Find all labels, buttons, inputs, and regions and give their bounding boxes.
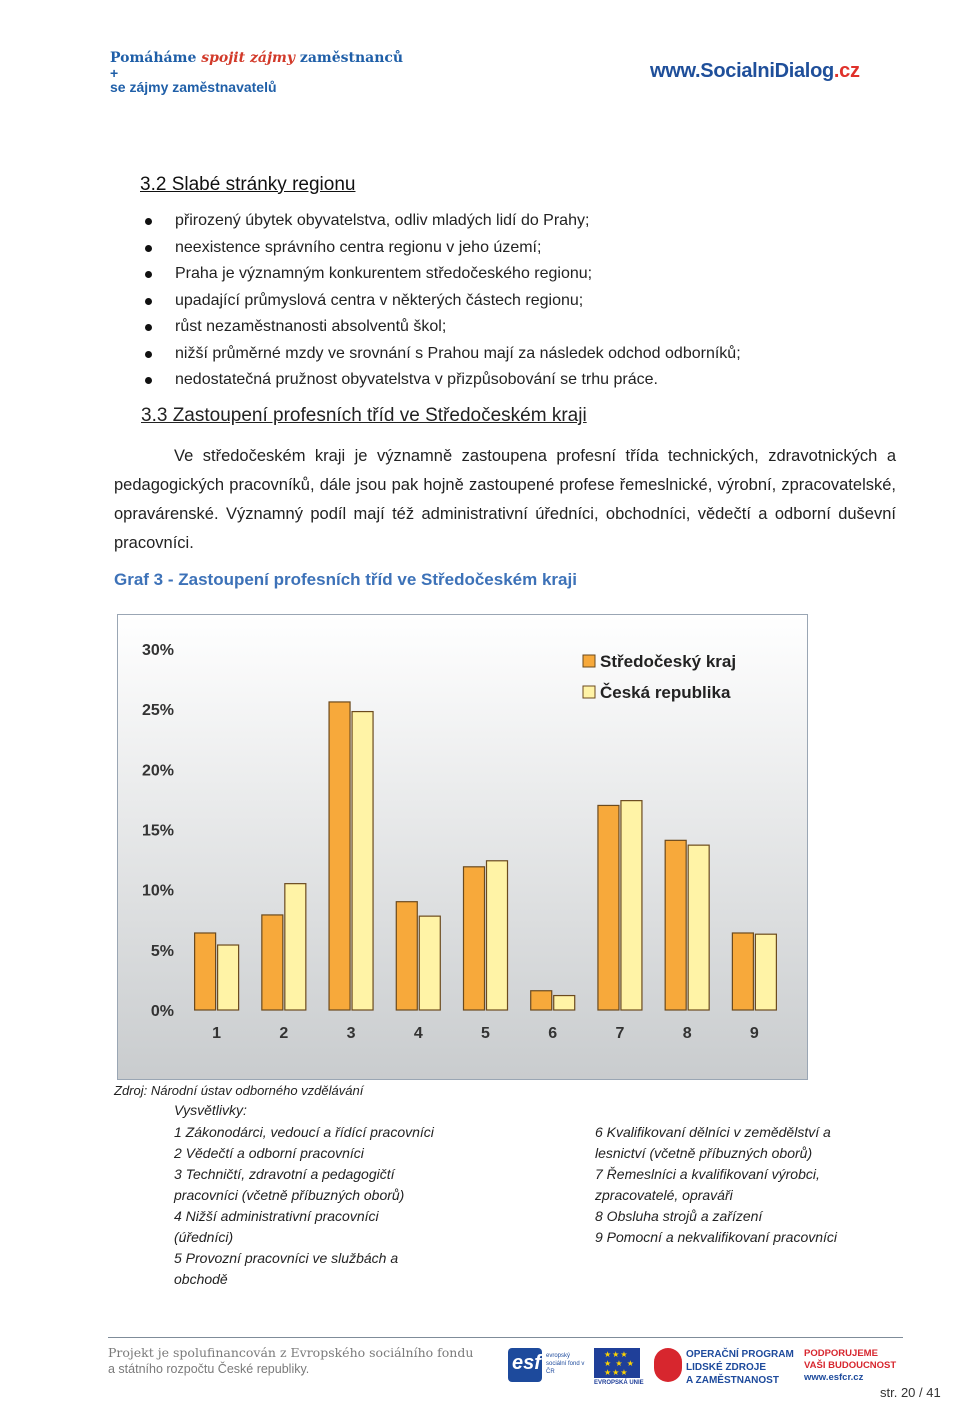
- bar-region: [464, 867, 485, 1010]
- x-tick-label: 7: [615, 1025, 625, 1042]
- legend-column-right: [595, 1122, 895, 1248]
- bar-national: [285, 884, 306, 1010]
- header-tagline-line1: [110, 50, 403, 66]
- esf-logo-caption: evropský sociální fond v ČR: [546, 1353, 585, 1375]
- podporujeme-logo: [804, 1346, 904, 1388]
- podporujeme-url: www.esfcr.cz: [804, 1372, 864, 1383]
- graph-caption: Graf 3 - Zastoupení profesních tříd ve Středočeském kraji: [114, 570, 577, 589]
- legend-swatch: [583, 686, 595, 698]
- oplzz-logo: [654, 1346, 794, 1388]
- header-tagline-line2: [110, 66, 277, 94]
- x-tick-label: 1: [212, 1025, 222, 1042]
- footer-divider: [108, 1337, 903, 1338]
- header-tagline-b: spojit zájmy: [201, 50, 296, 66]
- weakness-list: [145, 208, 905, 394]
- legend-line: 2 Vědečtí a odborní pracovníci: [174, 1145, 364, 1161]
- legend-label: Středočeský kraj: [600, 652, 737, 671]
- bar-national: [688, 845, 709, 1010]
- x-tick-label: 5: [481, 1025, 490, 1042]
- legend-line: lesnictví (včetně příbuzných oborů): [595, 1145, 813, 1161]
- x-tick-label: 9: [749, 1025, 759, 1042]
- bar-chart: [117, 614, 808, 1080]
- url-domain: SocialniDialog: [700, 60, 834, 82]
- legend-line: 3 Techničtí, zdravotní a pedagogičtí: [174, 1166, 395, 1182]
- list-item: nižší průměrné mzdy ve srovnání s Prahou mají za následek odchod odborníků;: [145, 341, 905, 368]
- header-website-link[interactable]: [650, 60, 860, 83]
- list-item: přirozený úbytek obyvatelstva, odliv mladých lidí do Prahy;: [145, 208, 905, 235]
- list-item: upadající průmyslová centra v některých částech regionu;: [145, 288, 905, 315]
- oplzz-line2: LIDSKÉ ZDROJE: [686, 1362, 767, 1373]
- eu-flag-logo: [594, 1346, 644, 1388]
- bar-region: [665, 840, 686, 1010]
- legend-line: 1 Zákonodárci, vedoucí a řídící pracovníci: [174, 1124, 434, 1140]
- paragraph-text: Ve středočeském kraji je významně zastoupena profesní třída technických, zdravotnických a pedagogických pracovníků, dále jsou pak hojně zastoupené profese řemeslnické, výrobní, zpracovatelské, opravárenské. Významný podíl mají též administrativní úředníci, obchodníci, vědečtí a odborní duševní pracovníci.: [114, 447, 896, 552]
- section-3-3-paragraph: [114, 442, 896, 558]
- x-tick-label: 2: [279, 1025, 289, 1042]
- y-tick-label: 0%: [150, 1003, 174, 1020]
- section-3-3-title: 3.3 Zastoupení profesních tříd ve Středočeském kraji: [141, 405, 587, 426]
- oplzz-line1: OPERAČNÍ PROGRAM: [686, 1349, 794, 1360]
- footer-cofinance-line2: a státního rozpočtu České republiky.: [108, 1362, 310, 1376]
- bar-national: [419, 916, 440, 1010]
- y-tick-label: 15%: [141, 822, 174, 840]
- url-tld: .cz: [833, 60, 860, 82]
- podporujeme-line2: VAŠI BUDOUCNOST: [804, 1360, 897, 1371]
- bar-national: [487, 861, 508, 1010]
- podporujeme-line1: PODPORUJEME: [804, 1348, 878, 1359]
- oplzz-text: [686, 1348, 794, 1387]
- header-tagline-c: zaměstnanců: [299, 50, 404, 66]
- legend-column-left: [174, 1122, 504, 1290]
- bar-national: [621, 801, 642, 1010]
- header-tagline-d: se zájmy zaměstnavatelů: [110, 79, 277, 95]
- x-tick-label: 4: [413, 1025, 423, 1042]
- x-tick-label: 3: [346, 1025, 356, 1042]
- legend-title: Vysvětlivky:: [174, 1102, 247, 1118]
- legend-line: 8 Obsluha strojů a zařízení: [595, 1208, 763, 1224]
- podporujeme-text: [804, 1348, 896, 1384]
- page-number: str. 20 / 41: [880, 1385, 941, 1400]
- bar-region: [195, 933, 216, 1010]
- section-3-2-title: 3.2 Slabé stránky regionu: [140, 174, 356, 195]
- bar-region: [531, 991, 552, 1010]
- legend-line: 7 Řemeslníci a kvalifikovaní výrobci,: [595, 1166, 820, 1182]
- x-tick-label: 8: [682, 1025, 692, 1042]
- footer-cofinance-line1: Projekt je spolufinancován z Evropského sociálního fondu: [108, 1345, 474, 1360]
- legend-line: 5 Provozní pracovníci ve službách a: [174, 1250, 399, 1266]
- y-tick-label: 10%: [141, 882, 174, 900]
- legend-line: 9 Pomocní a nekvalifikovaní pracovníci: [595, 1229, 838, 1245]
- list-item: neexistence správního centra regionu v jeho území;: [145, 235, 905, 262]
- bar-region: [262, 915, 283, 1010]
- list-item: nedostatečná pružnost obyvatelstva v přizpůsobování se trhu práce.: [145, 367, 905, 394]
- esf-logo-text: esf: [512, 1352, 541, 1374]
- bar-region: [396, 902, 417, 1010]
- y-tick-label: 20%: [141, 762, 174, 780]
- legend-line: 6 Kvalifikovaní dělníci v zemědělství a: [595, 1124, 831, 1140]
- legend-line: obchodě: [174, 1271, 228, 1287]
- legend-swatch: [583, 655, 595, 667]
- legend-line: pracovníci (včetně příbuzných oborů): [174, 1187, 405, 1203]
- bar-national: [352, 712, 373, 1010]
- eu-stars-icon: ★★★ ★ ★ ★ ★★★: [604, 1350, 635, 1377]
- esf-logo: [508, 1346, 588, 1388]
- bar-region: [732, 933, 753, 1010]
- legend-label: Česká republika: [600, 683, 731, 702]
- list-item: růst nezaměstnanosti absolventů škol;: [145, 314, 905, 341]
- bar-national: [218, 945, 239, 1010]
- x-tick-label: 6: [548, 1025, 558, 1042]
- legend-line: (úředníci): [174, 1229, 234, 1245]
- y-tick-label: 30%: [141, 642, 174, 659]
- legend-line: zpracovatelé, opraváři: [595, 1187, 733, 1203]
- y-tick-label: 25%: [141, 702, 174, 720]
- bar-national: [755, 934, 776, 1010]
- bar-region: [329, 702, 350, 1010]
- eu-caption: EVROPSKÁ UNIE: [594, 1380, 644, 1386]
- y-tick-label: 5%: [150, 942, 174, 960]
- chart-source: Zdroj: Národní ústav odborného vzdělávání: [114, 1083, 364, 1098]
- bar-national: [554, 996, 575, 1010]
- url-prefix: www.: [650, 60, 701, 82]
- list-item: Praha je významným konkurentem středočeského regionu;: [145, 261, 905, 288]
- chart-svg: [118, 615, 807, 1079]
- legend-line: 4 Nižší administrativní pracovníci: [174, 1208, 379, 1224]
- oplzz-mark: [654, 1348, 682, 1382]
- oplzz-line3: A ZAMĚSTNANOST: [686, 1375, 779, 1386]
- header-plus: +: [110, 65, 119, 81]
- paragraph-indent: [114, 447, 174, 465]
- eu-flag: [594, 1348, 640, 1378]
- header-tagline-a: Pomáháme: [110, 50, 197, 66]
- bar-region: [598, 805, 619, 1010]
